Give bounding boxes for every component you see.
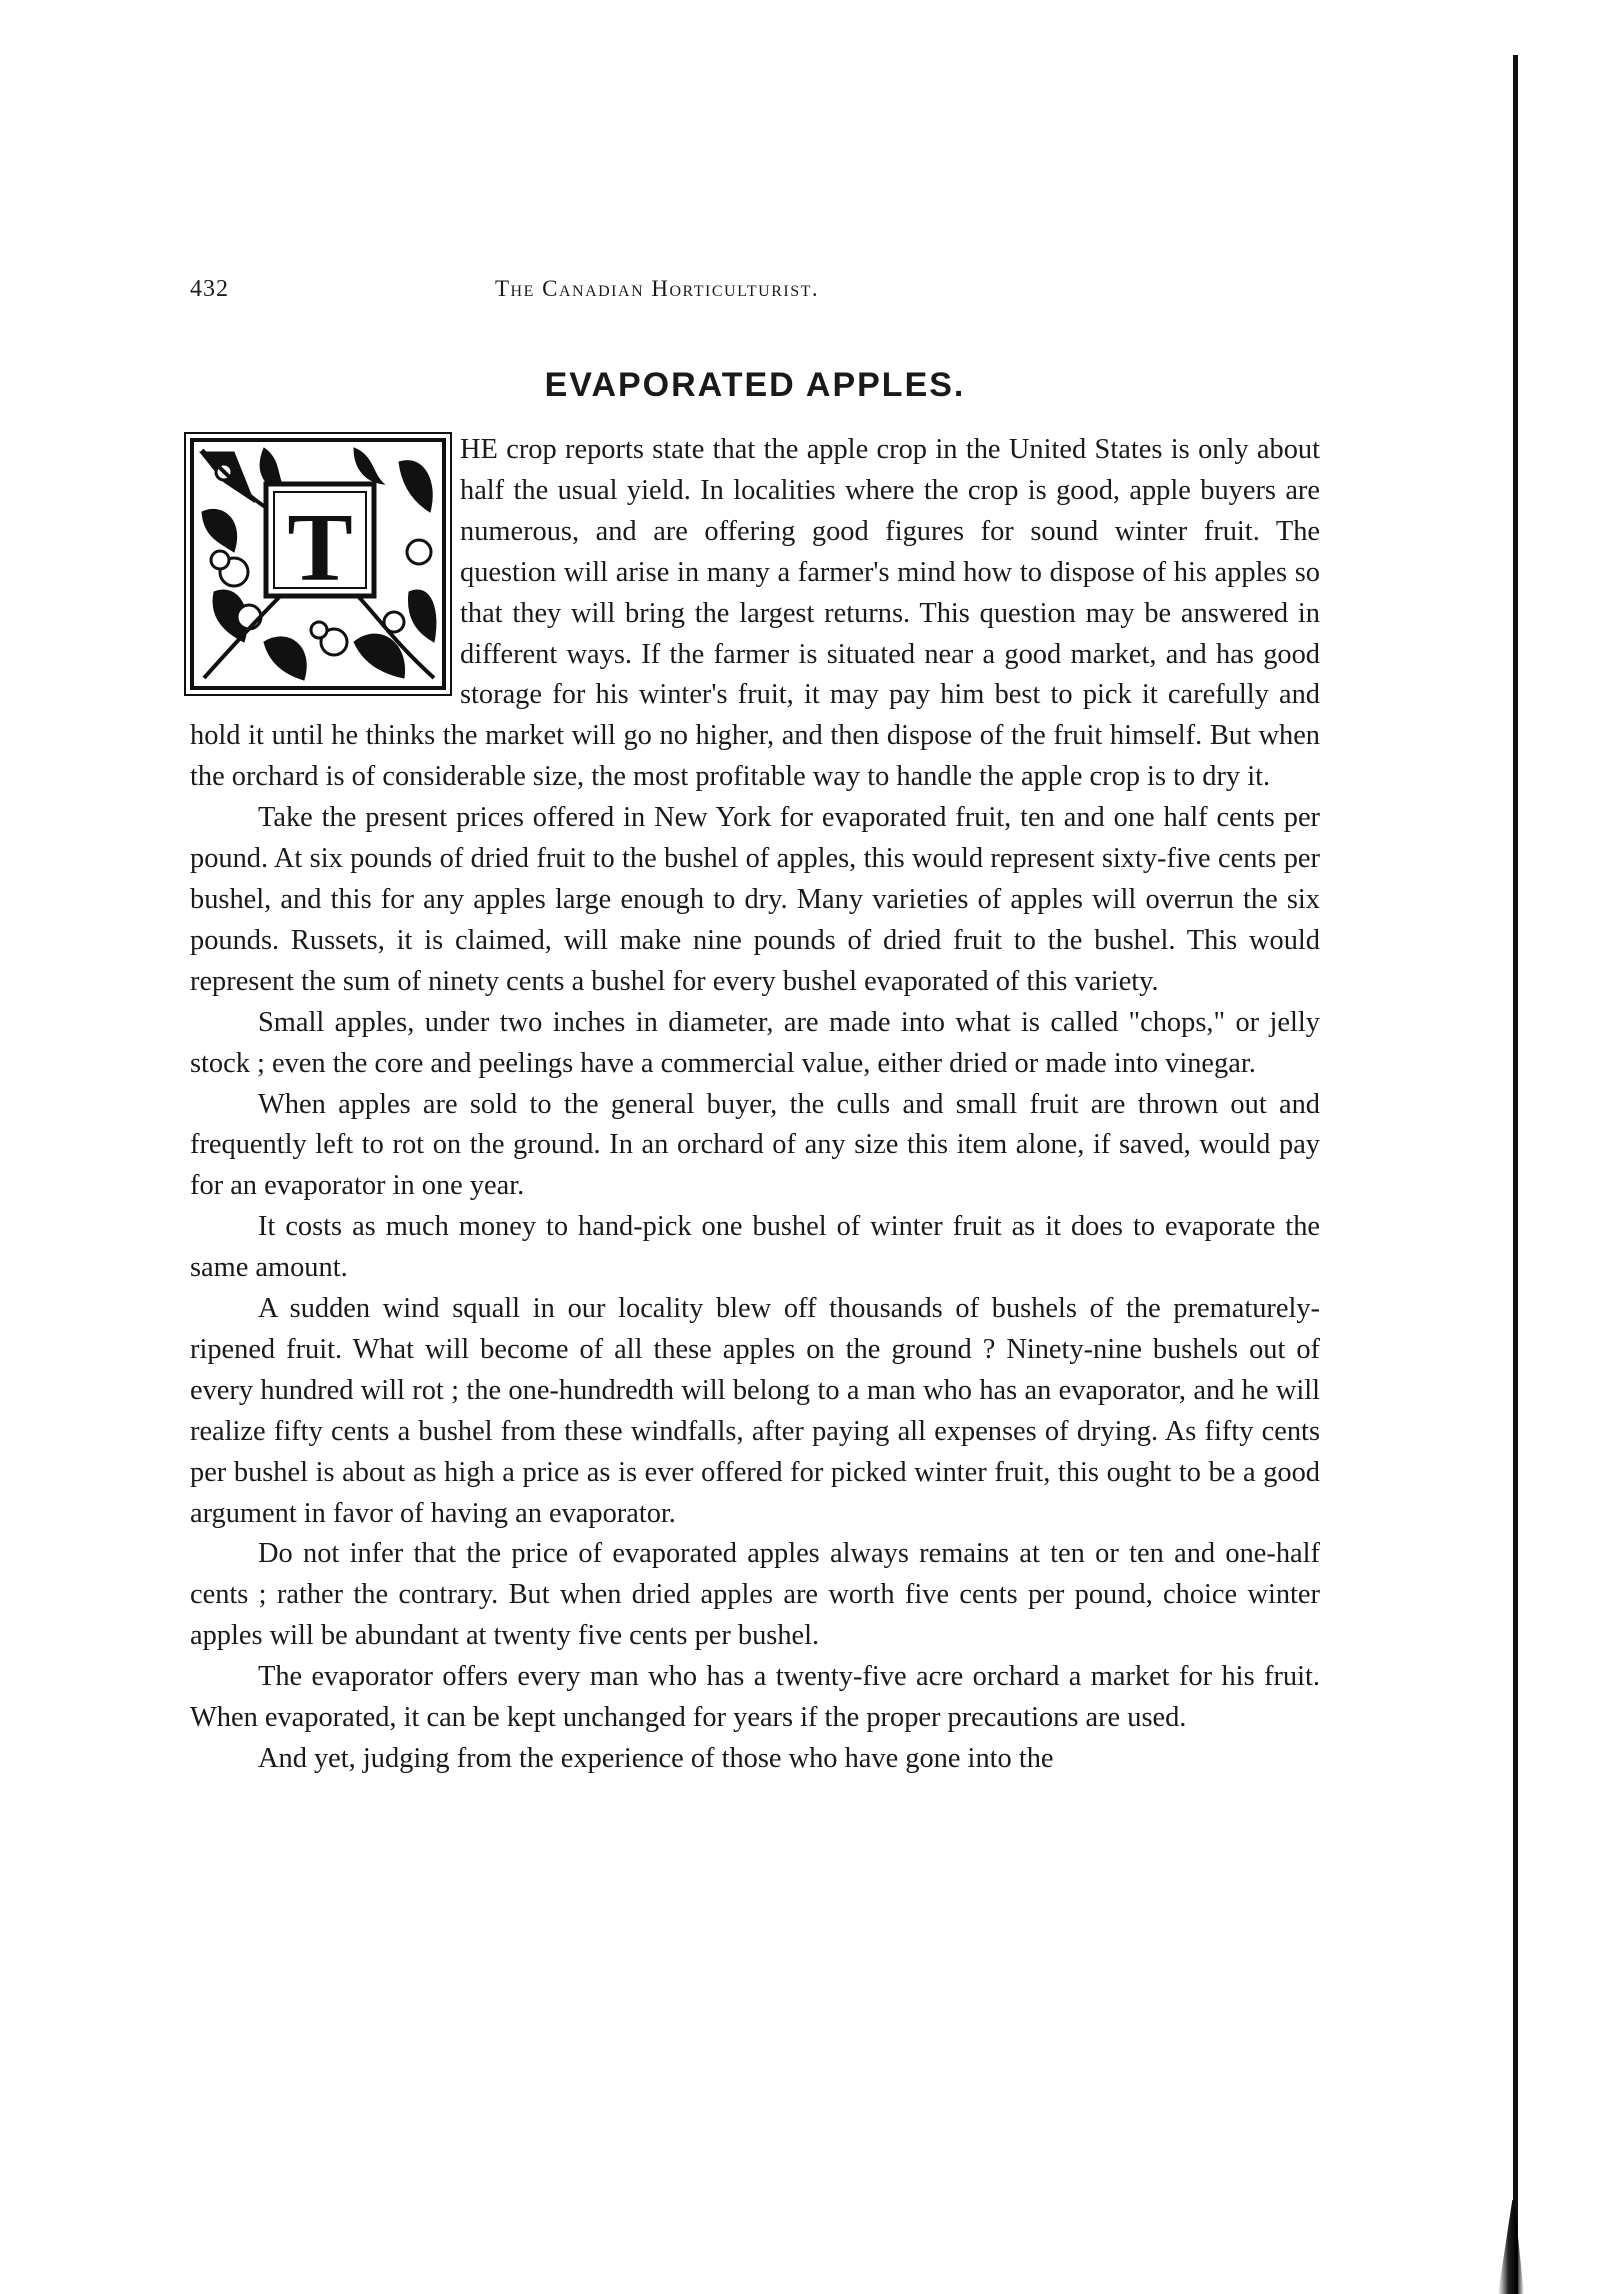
paragraph-5: It costs as much money to hand-pick one bushel of winter fruit as it does to evaporate the same amount. — [190, 1211, 1320, 1284]
drop-cap-spacer — [190, 436, 460, 702]
paragraph-6: A sudden wind squall in our locality blew off thousands of bushels of the prematurely-ripened fruit. What will become of all these apples on the ground ? Ninety-nine bushels out of every hundred will rot ; the one-hundredth will belong to a man who has an evaporator, and he will realize fifty cents a bushel from these windfalls, after paying all expenses of drying. As fifty cents per bushel is about as high a price as is ever offered for picked winter fruit, this ought to be a good argument in favor of having an evaporator. — [190, 1293, 1320, 1529]
article-body — [190, 430, 1320, 1780]
paragraph-9: And yet, judging from the experience of those who have gone into the — [258, 1743, 1054, 1774]
paragraph-8: The evaporator offers every man who has a twenty-five acre orchard a market for his fruit. When evaporated, it can be kept unchanged for years if the proper precautions are used. — [190, 1661, 1320, 1734]
paragraph-1: HE crop reports state that the apple crop in the United States is only about half the usual yield. In localities where the crop is good, apple buyers are numerous, and are offering good figures for sound winter fruit. The question will arise in many a farmer's mind how to dispose of his apples so that they will bring the largest returns. This question may be answered in different ways. If the farmer is situated near a good market, and has good storage for his winter's fruit, it may pay him best to pick it carefully and hold it until he thinks the market will go no higher, and then dispose of the fruit himself. But when the orchard is of considerable size, the most profitable way to handle the apple crop is to dry it. — [190, 434, 1320, 793]
article-title: EVAPORATED APPLES. — [544, 366, 966, 404]
paragraph-4: When apples are sold to the general buyer, the culls and small fruit are thrown out and frequently left to rot on the ground. In an orchard of any size this item alone, if saved, would pay for an evaporator in one year. — [190, 1088, 1320, 1202]
page-edge-rule — [1513, 55, 1518, 2294]
paragraph-2: Take the present prices offered in New York for evaporated fruit, ten and one half cents per pound. At six pounds of dried fruit to the bushel of apples, this would represent sixty-five cents per bushel, and this for any apples large enough to dry. Many varieties of apples will overrun the six pounds. Russets, it is claimed, will make nine pounds of dried fruit to the bushel. This would represent the sum of ninety cents a bushel for every bushel evaporated of this variety. — [190, 802, 1320, 997]
page-header — [190, 276, 1320, 316]
page-number: 432 — [190, 276, 229, 302]
paragraph-7: Do not infer that the price of evaporated apples always remains at ten or ten and one-half cents ; rather the contrary. But when dried apples are worth five cents per pound, choice winter apples will be abundant at twenty five cents per bushel. — [190, 1538, 1320, 1652]
page-edge-shadow — [1498, 2200, 1524, 2294]
paragraph-3: Small apples, under two inches in diameter, are made into what is called "chops," or jelly stock ; even the core and peelings have a commercial value, either dried or made into vinegar. — [190, 1006, 1320, 1079]
running-title: The Canadian Horticulturist. — [495, 276, 820, 301]
drop-cap-letter: T — [287, 494, 353, 602]
